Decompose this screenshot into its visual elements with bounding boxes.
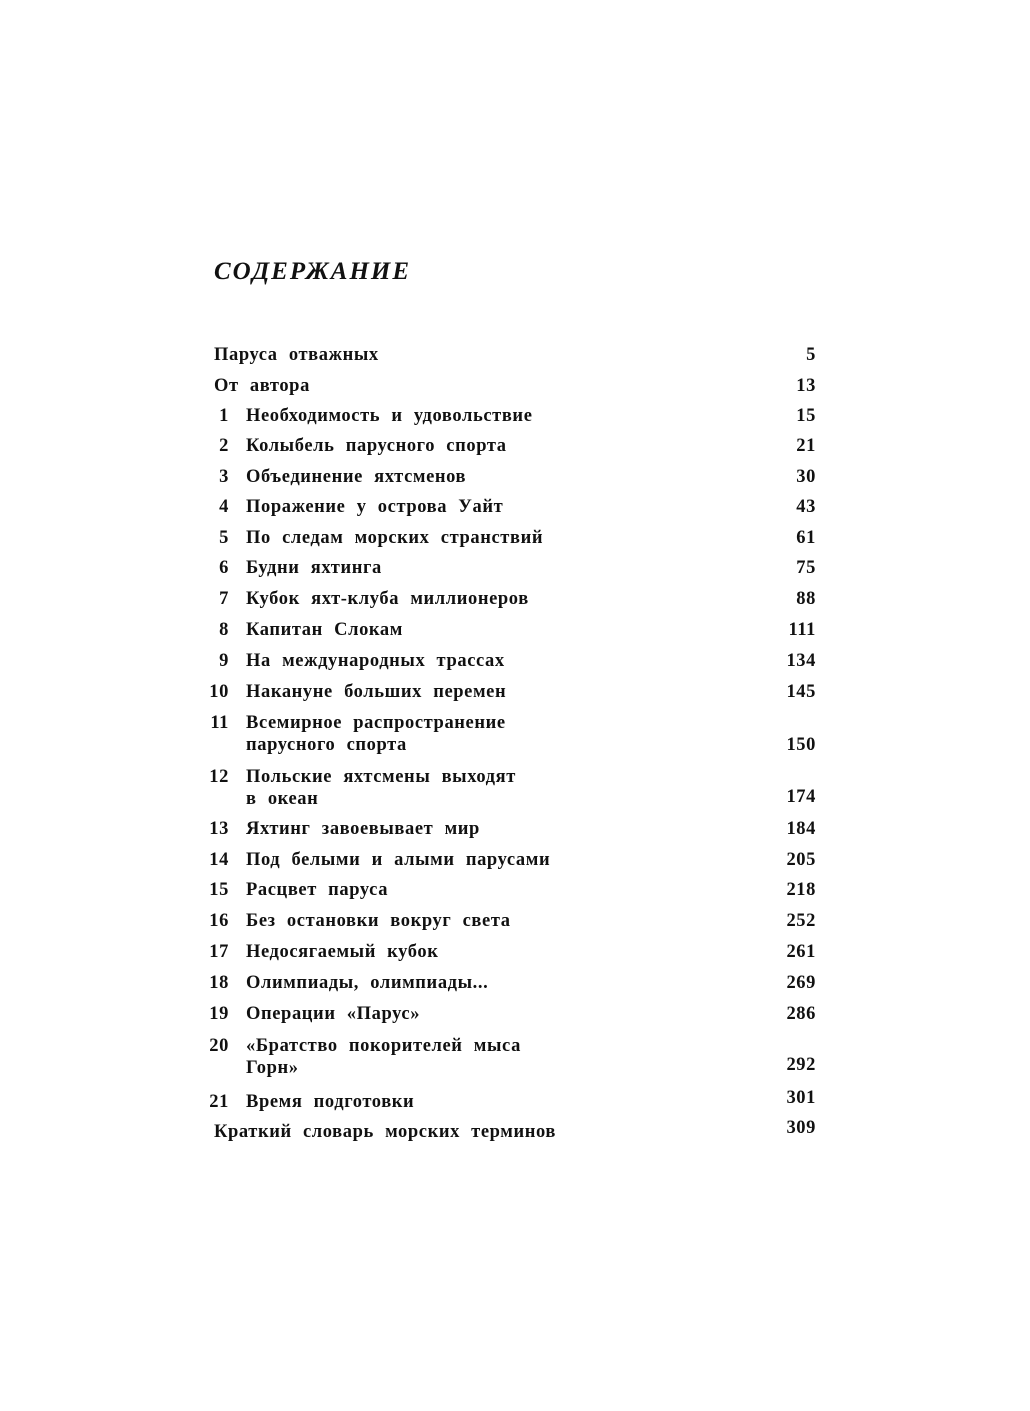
entry-title: Олимпиады, олимпиады...: [246, 973, 489, 993]
page-number: 292: [786, 1055, 816, 1075]
chapter-number: 14: [209, 850, 229, 870]
page-number: 88: [796, 589, 816, 609]
entry-title: Объединение яхтсменов: [246, 467, 467, 487]
chapter-number: 5: [219, 528, 229, 548]
chapter-number: 11: [210, 713, 229, 733]
page-number: 252: [786, 911, 816, 931]
entry-title: Под белыми и алыми парусами: [246, 850, 551, 870]
chapter-number: 17: [209, 942, 229, 962]
page-title: СОДЕРЖАНИЕ: [214, 258, 412, 285]
entry-title: Необходимость и удовольствие: [246, 406, 533, 426]
page-number: 218: [786, 880, 816, 900]
chapter-number: 4: [219, 497, 229, 517]
page-number: 61: [796, 528, 816, 548]
chapter-number: 6: [219, 558, 229, 578]
chapter-number: 3: [219, 467, 229, 487]
chapter-number: 10: [209, 682, 229, 702]
page-number: 309: [786, 1118, 816, 1138]
chapter-number: 7: [219, 589, 229, 609]
entry-title: Краткий словарь морских терминов: [214, 1122, 556, 1142]
chapter-number: 16: [209, 911, 229, 931]
entry-title: Расцвет паруса: [246, 880, 389, 900]
chapter-number: 12: [209, 767, 229, 787]
entry-title: Поражение у острова Уайт: [246, 497, 504, 517]
entry-title: Будни яхтинга: [246, 558, 382, 578]
page-number: 205: [786, 850, 816, 870]
page-number: 261: [786, 942, 816, 962]
page-number: 269: [786, 973, 816, 993]
chapter-number: 13: [209, 819, 229, 839]
entry-title: Паруса отважных: [214, 345, 379, 365]
page-number: 174: [786, 787, 816, 807]
entry-title: Польские яхтсмены выходят в океан: [246, 767, 516, 809]
page-number: 13: [796, 376, 816, 396]
page-number: 30: [796, 467, 816, 487]
chapter-number: 21: [209, 1092, 229, 1112]
chapter-number: 18: [209, 973, 229, 993]
page-number: 286: [786, 1004, 816, 1024]
chapter-number: 1: [219, 406, 229, 426]
page-number: 15: [796, 406, 816, 426]
chapter-number: 2: [219, 436, 229, 456]
entry-title: Яхтинг завоевывает мир: [246, 819, 480, 839]
entry-title: Всемирное распространение парусного спорта: [246, 713, 506, 755]
page-number: 5: [806, 345, 816, 365]
chapter-number: 9: [219, 651, 229, 671]
entry-title: На международных трассах: [246, 651, 505, 671]
entry-title: Колыбель парусного спорта: [246, 436, 507, 456]
page-number: 75: [796, 558, 816, 578]
entry-title: Без остановки вокруг света: [246, 911, 511, 931]
chapter-number: 8: [219, 620, 229, 640]
page-number: 21: [796, 436, 816, 456]
entry-title: Время подготовки: [246, 1092, 415, 1112]
entry-title: Недосягаемый кубок: [246, 942, 439, 962]
entry-title: Накануне больших перемен: [246, 682, 507, 702]
page-number: 301: [786, 1088, 816, 1108]
entry-title: Операции «Парус»: [246, 1004, 421, 1024]
page-number: 145: [786, 682, 816, 702]
page-number: 43: [796, 497, 816, 517]
page-number: 184: [786, 819, 816, 839]
entry-title: Капитан Слокам: [246, 620, 403, 640]
page-number: 150: [786, 735, 816, 755]
page-number: 134: [786, 651, 816, 671]
entry-title: По следам морских странствий: [246, 528, 544, 548]
entry-title: Кубок яхт-клуба миллионеров: [246, 589, 529, 609]
chapter-number: 19: [209, 1004, 229, 1024]
entry-title: «Братство покорителей мыса Горн»: [246, 1036, 521, 1078]
page-number: 111: [788, 620, 816, 640]
chapter-number: 15: [209, 880, 229, 900]
chapter-number: 20: [209, 1036, 229, 1056]
entry-title: От автора: [214, 376, 310, 396]
